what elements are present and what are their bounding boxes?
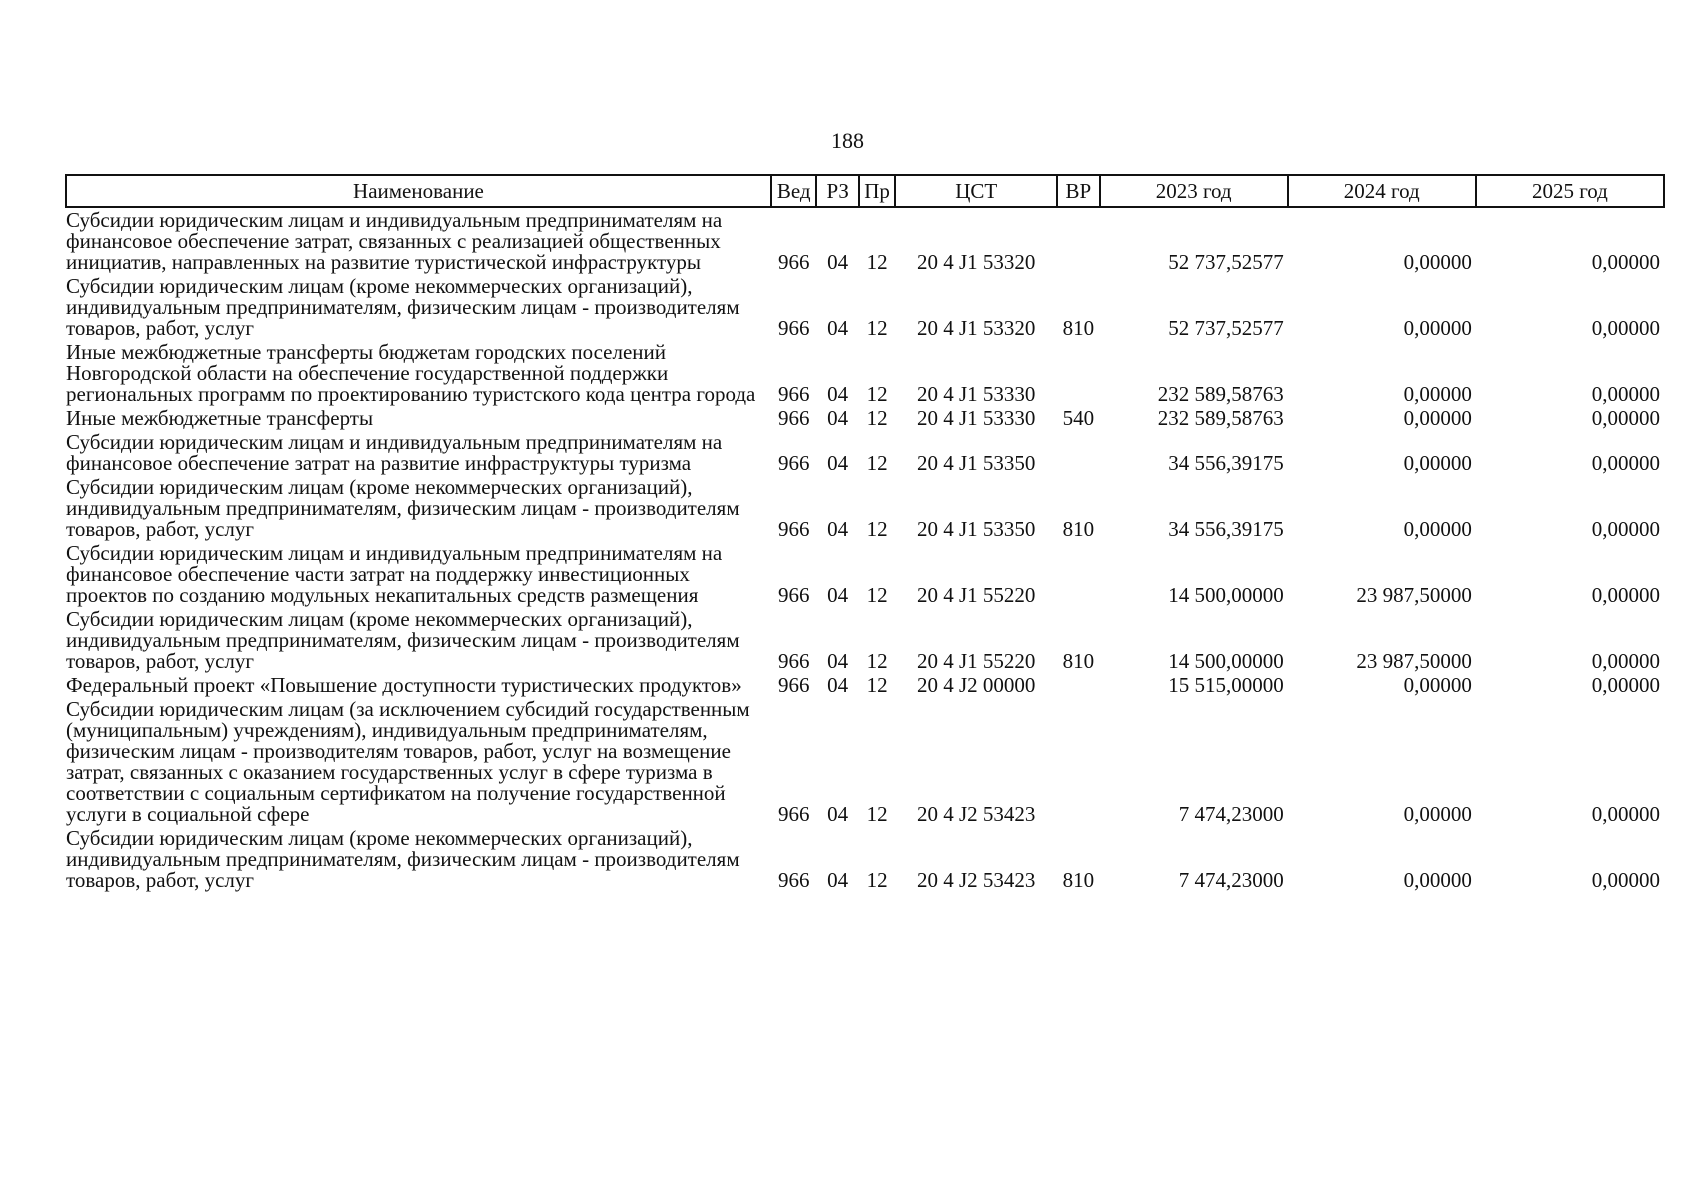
table-row bbox=[66, 207, 1664, 274]
row-2023-value: 34 556,39175 bbox=[1168, 517, 1284, 541]
row-pr-cell: 12 bbox=[866, 517, 888, 541]
header-year-2023: 2023 год bbox=[1100, 175, 1288, 207]
table-row bbox=[66, 607, 1664, 673]
row-cst-cell: 20 4 J1 55220 bbox=[917, 583, 1036, 607]
row-ved-cell: 966 bbox=[777, 583, 810, 607]
row-ved-cell: 966 bbox=[777, 316, 810, 340]
table-row bbox=[66, 274, 1664, 340]
row-cst-cell: 20 4 J2 00000 bbox=[917, 673, 1036, 697]
table-row bbox=[66, 430, 1664, 475]
table-row bbox=[66, 826, 1664, 892]
row-name-cell: Иные межбюджетные трансферты бюджетам городских поселений Новгородской области на обеспечение государственной поддержки региональных программ по проектированию туристского кода центра города bbox=[66, 340, 756, 406]
row-pr-cell: 12 bbox=[866, 316, 888, 340]
row-2023-value: 14 500,00000 bbox=[1168, 583, 1284, 607]
row-2024-value: 0,00000 bbox=[1403, 517, 1472, 541]
row-2024-value: 23 987,50000 bbox=[1356, 649, 1472, 673]
row-name-cell: Иные межбюджетные трансферты bbox=[66, 406, 374, 430]
row-name-cell: Субсидии юридическим лицам (кроме некоммерческих организаций), индивидуальным предпринимателям, физическим лицам - производителям товаров, работ, услуг bbox=[66, 475, 740, 541]
row-pr-cell: 12 bbox=[866, 451, 888, 475]
row-rz-cell: 04 bbox=[827, 868, 849, 892]
row-vr-cell bbox=[1057, 697, 1099, 826]
row-pr-cell: 12 bbox=[866, 649, 888, 673]
header-rz: РЗ bbox=[816, 175, 858, 207]
row-2025-value: 0,00000 bbox=[1591, 250, 1660, 274]
row-2025-value: 0,00000 bbox=[1591, 451, 1660, 475]
table-row bbox=[66, 340, 1664, 406]
row-rz-cell: 04 bbox=[827, 583, 849, 607]
row-2023-value: 34 556,39175 bbox=[1168, 451, 1284, 475]
page-number: 188 bbox=[831, 128, 864, 153]
table-row bbox=[66, 541, 1664, 607]
table-header-row bbox=[66, 175, 1664, 207]
row-cst-cell: 20 4 J2 53423 bbox=[917, 868, 1036, 892]
row-name-cell: Субсидии юридическим лицам (кроме некоммерческих организаций), индивидуальным предпринимателям, физическим лицам - производителям товаров, работ, услуг bbox=[66, 826, 740, 892]
header-vr: ВР bbox=[1057, 175, 1099, 207]
row-2024-value: 0,00000 bbox=[1403, 250, 1472, 274]
table-body bbox=[66, 207, 1664, 892]
header-name: Наименование bbox=[66, 175, 771, 207]
row-pr-cell: 12 bbox=[866, 250, 888, 274]
row-vr-cell bbox=[1057, 673, 1099, 697]
row-ved-cell: 966 bbox=[777, 802, 810, 826]
row-name-cell: Субсидии юридическим лицам (кроме некоммерческих организаций), индивидуальным предпринимателям, физическим лицам - производителям товаров, работ, услуг bbox=[66, 607, 740, 673]
row-vr-cell bbox=[1057, 207, 1099, 274]
header-year-2025: 2025 год bbox=[1476, 175, 1664, 207]
row-2023-value: 7 474,23000 bbox=[1178, 802, 1284, 826]
row-cst-cell: 20 4 J1 53320 bbox=[917, 316, 1036, 340]
row-rz-cell: 04 bbox=[827, 316, 849, 340]
budget-table bbox=[65, 174, 1665, 892]
row-2025-value: 0,00000 bbox=[1591, 406, 1660, 430]
row-2024-value: 0,00000 bbox=[1403, 451, 1472, 475]
row-name-cell: Субсидии юридическим лицам и индивидуальным предпринимателям на финансовое обеспечение затрат, связанных с реализацией общественных инициатив, направленных на развитие туристической инфраструктуры bbox=[66, 208, 723, 274]
row-2023-value: 52 737,52577 bbox=[1168, 316, 1284, 340]
row-2025-value: 0,00000 bbox=[1591, 649, 1660, 673]
row-cst-cell: 20 4 J1 53350 bbox=[917, 451, 1036, 475]
row-vr-cell: 540 bbox=[1062, 406, 1095, 430]
row-2025-value: 0,00000 bbox=[1591, 802, 1660, 826]
row-2024-value: 0,00000 bbox=[1403, 868, 1472, 892]
header-year-2024: 2024 год bbox=[1288, 175, 1476, 207]
row-ved-cell: 966 bbox=[777, 649, 810, 673]
row-2024-value: 0,00000 bbox=[1403, 673, 1472, 697]
row-2023-value: 15 515,00000 bbox=[1168, 673, 1284, 697]
row-2024-value: 0,00000 bbox=[1403, 316, 1472, 340]
row-2023-value: 232 589,58763 bbox=[1157, 406, 1284, 430]
row-pr-cell: 12 bbox=[866, 802, 888, 826]
row-2024-value: 23 987,50000 bbox=[1356, 583, 1472, 607]
row-ved-cell: 966 bbox=[777, 406, 810, 430]
row-ved-cell: 966 bbox=[777, 451, 810, 475]
table-row bbox=[66, 475, 1664, 541]
row-2025-value: 0,00000 bbox=[1591, 517, 1660, 541]
row-2023-value: 52 737,52577 bbox=[1168, 250, 1284, 274]
table-row bbox=[66, 406, 1664, 430]
row-rz-cell: 04 bbox=[827, 406, 849, 430]
row-rz-cell: 04 bbox=[827, 517, 849, 541]
row-ved-cell: 966 bbox=[777, 250, 810, 274]
row-2023-value: 14 500,00000 bbox=[1168, 649, 1284, 673]
row-cst-cell: 20 4 J1 53330 bbox=[917, 382, 1036, 406]
row-ved-cell: 966 bbox=[777, 868, 810, 892]
row-2025-value: 0,00000 bbox=[1591, 316, 1660, 340]
row-rz-cell: 04 bbox=[827, 673, 849, 697]
row-name-cell: Субсидии юридическим лицам (за исключением субсидий государственным (муниципальным) учреждениям), индивидуальным предпринимателям, физическим лицам - производителям товаров, работ, услуг на возмещение затрат, связанных с оказанием государственных услуг в сфере туризма в соответствии с социальным сертификатом на получение государственной услуги в социальной сфере bbox=[66, 697, 750, 826]
row-rz-cell: 04 bbox=[827, 250, 849, 274]
row-2024-value: 0,00000 bbox=[1403, 382, 1472, 406]
row-rz-cell: 04 bbox=[827, 382, 849, 406]
row-name-cell: Субсидии юридическим лицам и индивидуальным предпринимателям на финансовое обеспечение части затрат на поддержку инвестиционных проектов по созданию модульных некапитальных средств размещения bbox=[66, 541, 723, 607]
row-2025-value: 0,00000 bbox=[1591, 583, 1660, 607]
row-rz-cell: 04 bbox=[827, 802, 849, 826]
row-2023-value: 7 474,23000 bbox=[1178, 868, 1284, 892]
row-vr-cell: 810 bbox=[1062, 316, 1095, 340]
row-name-cell: Субсидии юридическим лицам (кроме некоммерческих организаций), индивидуальным предпринимателям, физическим лицам - производителям товаров, работ, услуг bbox=[66, 274, 740, 340]
row-name-cell: Субсидии юридическим лицам и индивидуальным предпринимателям на финансовое обеспечение затрат на развитие инфраструктуры туризма bbox=[66, 430, 723, 475]
row-vr-cell bbox=[1057, 430, 1099, 475]
row-cst-cell: 20 4 J1 55220 bbox=[917, 649, 1036, 673]
row-vr-cell: 810 bbox=[1062, 517, 1095, 541]
row-2025-value: 0,00000 bbox=[1591, 868, 1660, 892]
row-cst-cell: 20 4 J2 53423 bbox=[917, 802, 1036, 826]
header-ved: Вед bbox=[771, 175, 817, 207]
row-2023-value: 232 589,58763 bbox=[1157, 382, 1284, 406]
table-row bbox=[66, 673, 1664, 697]
row-pr-cell: 12 bbox=[866, 583, 888, 607]
row-2025-value: 0,00000 bbox=[1591, 382, 1660, 406]
row-cst-cell: 20 4 J1 53350 bbox=[917, 517, 1036, 541]
row-2024-value: 0,00000 bbox=[1403, 802, 1472, 826]
row-vr-cell bbox=[1057, 541, 1099, 607]
row-rz-cell: 04 bbox=[827, 451, 849, 475]
row-pr-cell: 12 bbox=[866, 868, 888, 892]
header-cst: ЦСТ bbox=[895, 175, 1057, 207]
row-2024-value: 0,00000 bbox=[1403, 406, 1472, 430]
table-row bbox=[66, 697, 1664, 826]
row-pr-cell: 12 bbox=[866, 673, 888, 697]
header-pr: Пр bbox=[859, 175, 895, 207]
row-vr-cell: 810 bbox=[1062, 868, 1095, 892]
row-ved-cell: 966 bbox=[777, 382, 810, 406]
row-2025-value: 0,00000 bbox=[1591, 673, 1660, 697]
row-ved-cell: 966 bbox=[777, 673, 810, 697]
row-cst-cell: 20 4 J1 53330 bbox=[917, 406, 1036, 430]
row-rz-cell: 04 bbox=[827, 649, 849, 673]
row-cst-cell: 20 4 J1 53320 bbox=[917, 250, 1036, 274]
row-vr-cell bbox=[1057, 340, 1099, 406]
row-ved-cell: 966 bbox=[777, 517, 810, 541]
row-vr-cell: 810 bbox=[1062, 649, 1095, 673]
row-pr-cell: 12 bbox=[866, 406, 888, 430]
row-name-cell: Федеральный проект «Повышение доступности туристических продуктов» bbox=[66, 673, 742, 697]
row-pr-cell: 12 bbox=[866, 382, 888, 406]
